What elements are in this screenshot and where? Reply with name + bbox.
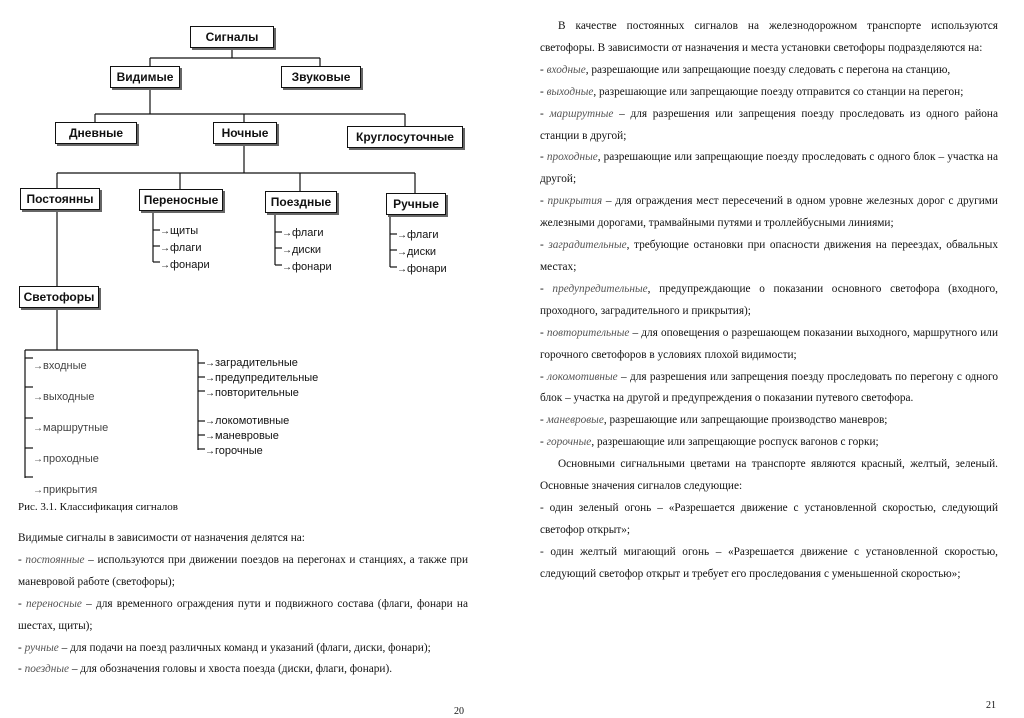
list-item: → фонари xyxy=(282,259,332,276)
term: маршрутные xyxy=(549,107,614,120)
term: прикрытия xyxy=(547,195,603,208)
list-item: → локомотивные xyxy=(205,414,289,429)
term: горочные xyxy=(546,436,592,449)
list-item: - выходные, разрешающие или запрещающие поезду отправится со станции на перегон; xyxy=(540,85,964,98)
list-item: - маршрутные – для разрешения или запрещения поезду проследовать из одного района станции в другой; xyxy=(540,107,998,142)
list-item: - постоянные – используются при движении поездов на перегонах и станциях, а также при маневровой работе (светофоры); xyxy=(18,553,468,588)
term: проходные xyxy=(546,151,598,164)
list-item: → выходные xyxy=(33,382,108,413)
node-sound: Звуковые xyxy=(281,66,361,88)
list-item: → горочные xyxy=(205,444,289,459)
node-allday: Круглосуточные xyxy=(347,126,463,148)
list-item: - входные, разрешающие или запрещающие поезду следовать с перегона на станцию, xyxy=(540,63,951,76)
node-night: Ночные xyxy=(213,122,277,144)
node-portable: Переносные xyxy=(139,189,223,211)
node-constant: Постоянны xyxy=(20,188,100,210)
list-item: → маршрутные xyxy=(33,413,108,444)
list-item: → флаги xyxy=(282,225,332,242)
term: повторительные xyxy=(546,326,630,339)
node-train: Поездные xyxy=(265,191,337,213)
term: локомотивные xyxy=(547,370,618,383)
term: входные xyxy=(546,63,586,76)
term: постоянные xyxy=(25,553,85,566)
list-item: - ручные – для подачи на поезд различных команд и указаний (флаги, диски, фонари); xyxy=(18,641,431,654)
list-item: - поездные – для обозначения головы и хвоста поезда (диски, флаги, фонари). xyxy=(18,663,393,676)
list-item: - проходные, разрешающие или запрещающие поезду проследовать с одного блок – участка на другой; xyxy=(540,151,998,186)
paragraph: В качестве постоянных сигналов на железнодорожном транспорте используются светофоры. В зависимости от назначения и места установки светофоры подразделяются на: xyxy=(540,20,998,54)
right-page xyxy=(512,0,1024,718)
list-item: → прикрытия xyxy=(33,475,108,506)
list-item: - прикрытия – для ограждения мест пересечений в одном уровне железных дорог с другими железными дорогами, трамвайными путями и троллейбусными линиями; xyxy=(540,195,998,230)
list-item: - один желтый мигающий огонь – «Разрешается движение с установленной скоростью, следующий светофор открыт и требует его проследования с уменьшенной скоростью»; xyxy=(540,545,998,580)
figure-caption: Рис. 3.1. Классификация сигналов xyxy=(18,501,178,513)
node-day: Дневные xyxy=(55,122,137,144)
term: предупредительные xyxy=(552,282,648,295)
paragraph: Основными сигнальными цветами на транспорте являются красный, желтый, зеленый. Основные значения сигналов следующие: xyxy=(540,458,998,493)
node-semaphores: Светофоры xyxy=(19,286,99,308)
list-item: → диски xyxy=(397,244,447,261)
list-item: → проходные xyxy=(33,444,108,475)
list-item: → флаги xyxy=(160,240,210,257)
right-body-text xyxy=(540,16,998,586)
semaphore-types-left xyxy=(33,351,108,506)
page-number-left: 20 xyxy=(454,706,464,717)
list-item: - маневровые, разрешающие или запрещающие производство маневров; xyxy=(540,414,888,427)
list-item: → предупредительные xyxy=(205,371,318,386)
list-item: → входные xyxy=(33,351,108,382)
list-item: → фонари xyxy=(160,257,210,274)
portable-items-list xyxy=(160,223,210,274)
list-item: - локомотивные – для разрешения или запрещения поезду проследовать по перегону с одного блок – участка на другой и предупреждения о показании путевого светофора. xyxy=(540,370,998,405)
node-visible: Видимые xyxy=(110,66,180,88)
term: маневровые xyxy=(546,414,604,427)
list-item: → щиты xyxy=(160,223,210,240)
train-items-list xyxy=(282,225,332,276)
list-item: - горочные, разрешающие или запрещающие роспуск вагонов с горки; xyxy=(540,436,879,449)
list-item: - один зеленый огонь – «Разрешается движение с установленной скоростью, следующий светофор открыт»; xyxy=(540,501,998,536)
list-item: - повторительные – для оповещения о разрешающем показании выходного, маршрутного или горочного светофоров в условиях плохой видимости; xyxy=(540,326,998,361)
list-item: → флаги xyxy=(397,227,447,244)
term: переносные xyxy=(26,597,82,610)
term: заградительные xyxy=(548,239,627,252)
list-item: → повторительные xyxy=(205,386,318,401)
list-item: → диски xyxy=(282,242,332,259)
node-signals: Сигналы xyxy=(190,26,274,48)
term: ручные xyxy=(24,641,59,654)
list-item: → заградительные xyxy=(205,356,318,371)
list-item: - заградительные, требующие остановки при опасности движения на переездах, обвальных местах; xyxy=(540,239,998,273)
node-hand: Ручные xyxy=(386,193,446,215)
page-number-right: 21 xyxy=(986,700,996,711)
paragraph: Видимые сигналы в зависимости от назначения делятся на: xyxy=(18,532,305,544)
hand-items-list xyxy=(397,227,447,278)
list-item: - предупредительные, предупреждающие о показании основного светофора (входного, проходного, заградительного и прикрытия); xyxy=(540,282,999,317)
term: выходные xyxy=(546,85,594,98)
list-item: - переносные – для временного ограждения пути и подвижного состава (флаги, фонари на шестах, щиты); xyxy=(18,597,468,632)
semaphore-types-right-a xyxy=(205,356,318,401)
left-body-text xyxy=(18,528,468,681)
term: поездные xyxy=(24,663,69,676)
list-item: → маневровые xyxy=(205,429,289,444)
list-item: → фонари xyxy=(397,261,447,278)
semaphore-types-right-b xyxy=(205,414,289,459)
